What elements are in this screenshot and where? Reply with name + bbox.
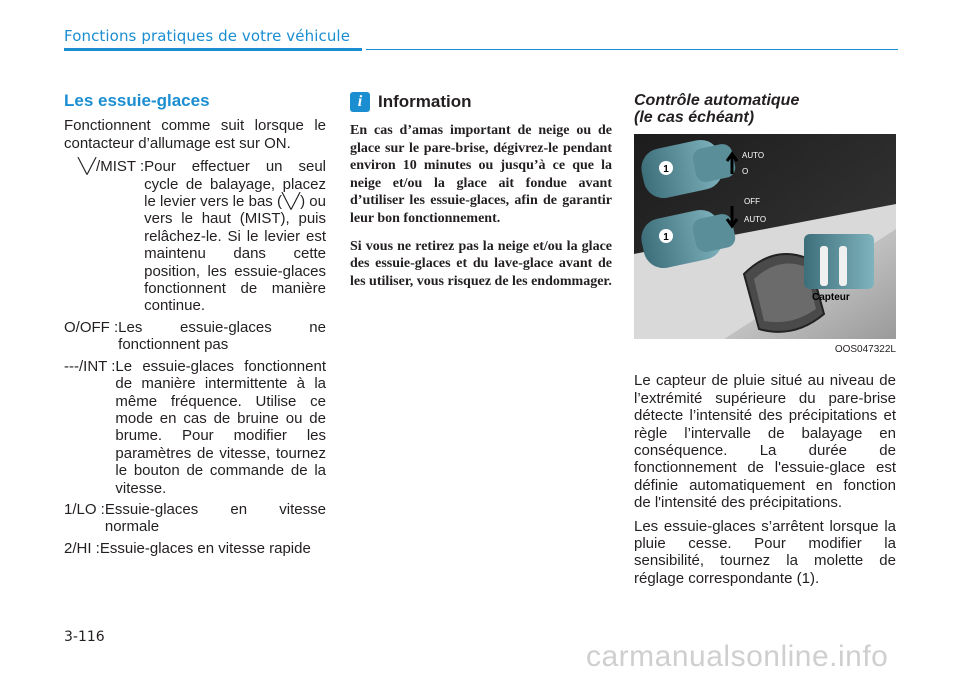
wipers-intro: Fonctionnent comme suit lorsque le contacteur d’allumage est sur ON. (64, 117, 326, 152)
mode-row-lo (64, 501, 326, 536)
mode-desc: Pour effectuer un seul cycle de balayage, placez le levier vers le bas (╲╱) ou vers le haut (MIST), puis relâchez-le. Si le levier est maintenu dans cette position, les essuie-glaces fonctionnent de manière continue. (144, 158, 326, 315)
label-auto-bottom: AUTO (744, 215, 767, 224)
mode-row-off (64, 319, 326, 354)
auto-column (634, 92, 896, 593)
mode-desc: Essuie-glaces en vitesse rapide (99, 539, 311, 557)
mode-term: 1/LO : (64, 500, 105, 518)
auto-title-line1: Contrôle automatique (634, 92, 800, 109)
wiper-stalk-figure (634, 134, 896, 339)
watermark: carmanualsonline.info (586, 640, 889, 673)
section-header: Fonctions pratiques de votre véhicule (64, 27, 351, 45)
label-off: OFF (744, 197, 760, 206)
info-header (350, 92, 612, 112)
info-paragraph: Si vous ne retirez pas la neige et/ou la glace des essuie-glaces et du lave-glace avant de les utiliser, vous risquez de les endommager. (350, 238, 612, 289)
callout-1: 1 (663, 164, 669, 175)
mode-desc: Le essuie-glaces fonctionnent de manière intermittente à la même fréquence. Utilise ce mode en cas de bruine ou de brume. Pour modifier les paramètres de vitesse, tournez le bouton de commande de la vitesse. (115, 357, 326, 497)
info-column (350, 92, 612, 300)
wiper-modes-list (64, 158, 326, 557)
auto-paragraph: Les essuie-glaces s’arrêtent lorsque la pluie cesse. Pour modifier la sensibilité, tournez la molette de réglage correspondante (1). (634, 517, 896, 587)
header-rule-thin (366, 49, 898, 50)
callout-2: 1 (663, 232, 669, 243)
info-title: Information (378, 92, 472, 112)
info-paragraph: En cas d’amas important de neige ou de glace sur le pare-brise, dégivrez-le pendant environ 10 minutes ou jusqu’à ce que la neige et/ou la glace ait fondue avant d’utiliser les essuie-glaces, afin de garantir leur bon fonctionnement. (350, 123, 612, 226)
mode-term: ╲╱/MIST : (78, 158, 145, 176)
sensor-label: Capteur (812, 292, 850, 303)
header-rule-thick (64, 48, 362, 51)
wipers-title: Les essuie-glaces (64, 91, 210, 110)
mode-term: O/OFF : (64, 318, 119, 336)
mode-desc: Les essuie-glaces ne fonctionnent pas (118, 318, 326, 354)
wiper-stalk-illustration (634, 134, 896, 339)
mode-term: 2/HI : (64, 539, 100, 557)
auto-title (634, 92, 896, 126)
label-o: O (742, 167, 749, 176)
auto-title-line2: (le cas échéant) (634, 109, 755, 126)
info-icon: i (350, 92, 370, 112)
mode-term: ---/INT : (64, 357, 116, 375)
page-number: 3-116 (64, 629, 105, 645)
left-column (64, 92, 326, 561)
label-auto-top: AUTO (742, 151, 765, 160)
mode-desc: Essuie-glaces en vitesse normale (104, 500, 326, 536)
mode-row-hi (64, 540, 326, 557)
auto-paragraph: Le capteur de pluie situé au niveau de l’extrémité supérieure du pare-brise détecte l’intensité des précipitations et règle l’intervalle de balayage en conséquence. La durée de fonctionnement de l'essuie-glace est définie automatiquement en fonction de l'intensité des précipitations. (634, 372, 896, 512)
mode-row-mist (64, 158, 326, 315)
mode-row-int (64, 358, 326, 497)
figure-caption: OOS047322L (834, 344, 896, 355)
